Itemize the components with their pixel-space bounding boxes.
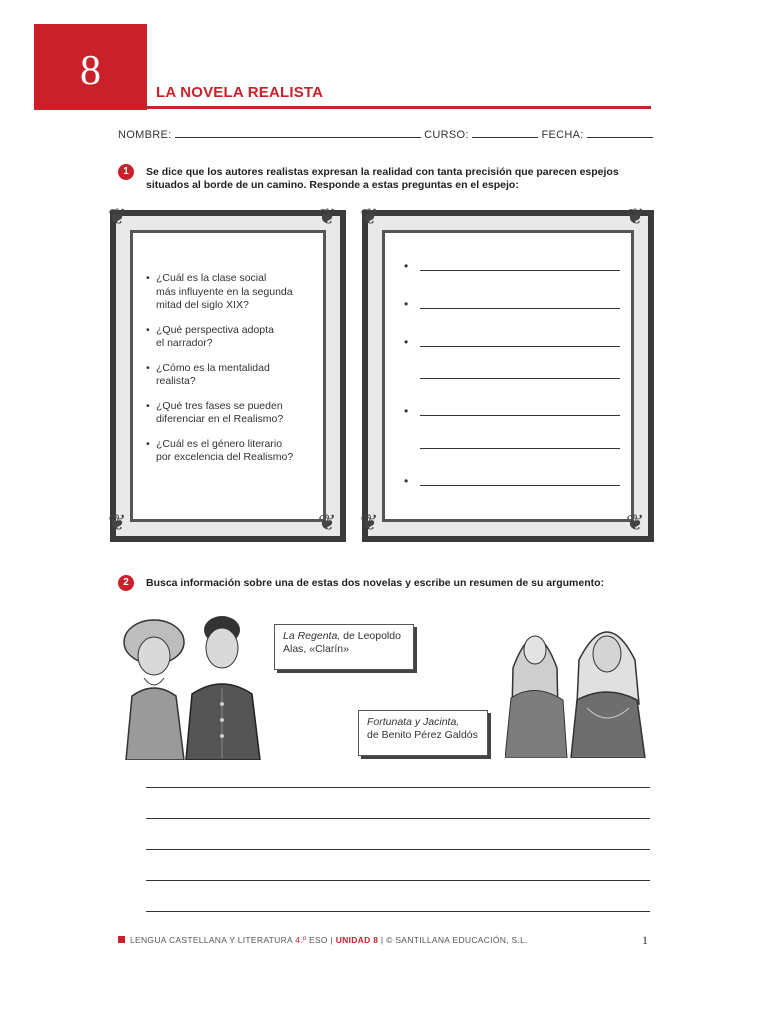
answer-bullet: • [404, 297, 409, 311]
writing-line[interactable] [146, 911, 650, 912]
writing-line[interactable] [146, 787, 650, 788]
unit-number-badge [34, 24, 147, 110]
footer-stage: ESO [308, 935, 328, 945]
ornament-icon: ❦ [318, 204, 337, 229]
footer-unit: UNIDAD 8 [335, 935, 379, 945]
ornament-icon: ❦ [318, 510, 337, 535]
footer-level: 4.º [295, 935, 307, 945]
name-label: NOMBRE: [118, 129, 172, 141]
footer-square-icon [118, 936, 125, 943]
question-list [146, 272, 316, 476]
course-field[interactable] [472, 128, 538, 138]
ornament-icon: ❦ [360, 204, 379, 229]
footer-copyright: © SANTILLANA EDUCACIÓN, S.L. [386, 935, 528, 945]
writing-line[interactable] [146, 849, 650, 850]
exercise-2-number: 2 [118, 575, 134, 591]
name-field[interactable] [175, 128, 421, 138]
novel-2-title: Fortunata y Jacinta, [367, 716, 460, 728]
right-mirror-glass [382, 230, 634, 522]
answer-line[interactable] [420, 346, 620, 347]
couple-illustration [110, 608, 270, 760]
answer-line[interactable] [420, 308, 620, 309]
page-title: LA NOVELA REALISTA [156, 84, 324, 101]
ornament-icon: ❦ [626, 510, 645, 535]
answer-line[interactable] [420, 485, 620, 486]
novel-1-title: La Regenta, [283, 630, 341, 642]
student-fields [118, 128, 653, 141]
ornament-icon: ❦ [108, 204, 127, 229]
answer-bullet: • [404, 404, 409, 418]
title-divider [147, 106, 651, 109]
footer-subject: LENGUA CASTELLANA Y LITERATURA [130, 935, 293, 945]
answer-bullet: • [404, 259, 409, 273]
writing-line[interactable] [146, 818, 650, 819]
writing-line[interactable] [146, 880, 650, 881]
ornament-icon: ❦ [108, 510, 127, 535]
question-item: • ¿Cuál es la clase social más influyente en la segunda mitad del siglo XIX? [146, 272, 316, 313]
answer-line[interactable] [420, 270, 620, 271]
date-field[interactable] [587, 128, 653, 138]
answer-bullet: • [404, 474, 409, 488]
date-label: FECHA: [541, 129, 584, 141]
answer-line[interactable] [420, 378, 620, 379]
ornament-icon: ❦ [626, 204, 645, 229]
answer-bullet: • [404, 335, 409, 349]
novel-2-caption: Fortunata y Jacinta, de Benito Pérez Galdós [358, 710, 488, 756]
exercise-1-number: 1 [118, 164, 134, 180]
unit-number: 8 [80, 48, 101, 94]
page-number: 1 [642, 933, 648, 947]
answer-line[interactable] [420, 448, 620, 449]
question-item: • ¿Cómo es la mentalidad realista? [146, 362, 316, 389]
ornament-icon: ❦ [360, 510, 379, 535]
exercise-1-instruction: Se dice que los autores realistas expresan la realidad con tanta precisión que parecen espejos situados al borde de un camino. Responde a estas preguntas en el espejo: [146, 166, 619, 191]
answer-line[interactable] [420, 415, 620, 416]
women-illustration [505, 608, 651, 758]
question-item: • ¿Cuál es el género literario por excelencia del Realismo? [146, 438, 316, 465]
footer: LENGUA CASTELLANA Y LITERATURA 4.º ESO | UNIDAD 8 | © SANTILLANA EDUCACIÓN, S.L. [118, 935, 528, 945]
exercise-2-instruction: Busca información sobre una de estas dos novelas y escribe un resumen de su argumento: [146, 577, 605, 589]
question-item: • ¿Qué perspectiva adopta el narrador? [146, 324, 316, 351]
question-item: • ¿Qué tres fases se pueden diferenciar en el Realismo? [146, 400, 316, 427]
novel-1-caption: La Regenta, de Leopoldo Alas, «Clarín» [274, 624, 414, 670]
course-label: CURSO: [424, 129, 469, 141]
